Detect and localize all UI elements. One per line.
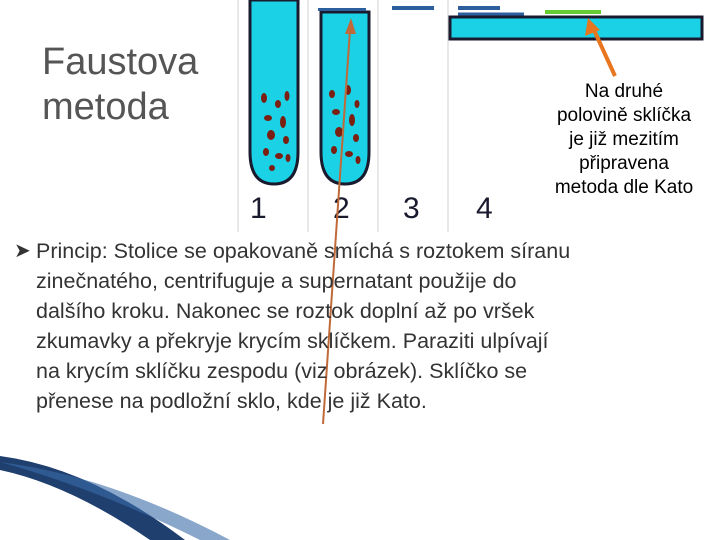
- test-tube-1: [250, 0, 298, 184]
- microscope-slide: [450, 17, 702, 39]
- kato-preparation: [545, 10, 601, 14]
- tube-label-3: 3: [403, 192, 420, 225]
- callout-line: je již mezitím: [569, 129, 679, 150]
- slide-title: [42, 40, 198, 130]
- bullet-line: Princip: Stolice se opakovaně smíchá s roztokem síranu: [36, 239, 571, 263]
- tube-label-2: 2: [333, 192, 350, 225]
- title-line: Faustova: [42, 41, 199, 83]
- title-line: metoda: [42, 86, 169, 128]
- tube-label-1: 1: [250, 192, 267, 225]
- bullet-line: na krycím sklíčku zespodu (viz obrázek). Sklíčko se: [36, 359, 528, 383]
- arrow-bullet-icon: ➤: [14, 240, 31, 262]
- bullet-line: dalšího kroku. Nakonec se roztok doplní až po vršek: [36, 299, 535, 323]
- bullet-line: zkumavky a překryje krycím sklíčkem. Paraziti ulpívají: [36, 329, 549, 353]
- bullet-line: přenese na podložní sklo, kde je již Kato.: [36, 389, 427, 413]
- bullet-text: [36, 236, 718, 416]
- cover-slip-3: [392, 6, 434, 10]
- bullet-line: zinečnatého, centrifuguje a supernatant použije do: [36, 269, 517, 293]
- cover-slip-2: [318, 8, 366, 11]
- cover-slip-4: [458, 6, 500, 10]
- tube-label-4: 4: [476, 192, 493, 225]
- callout-line: metoda dle Kato: [554, 177, 694, 198]
- callout-line: polovině sklíčka: [556, 105, 692, 126]
- callout-text: [532, 80, 716, 200]
- callout-line: Na druhé: [584, 81, 664, 102]
- callout-line: připravena: [579, 153, 669, 174]
